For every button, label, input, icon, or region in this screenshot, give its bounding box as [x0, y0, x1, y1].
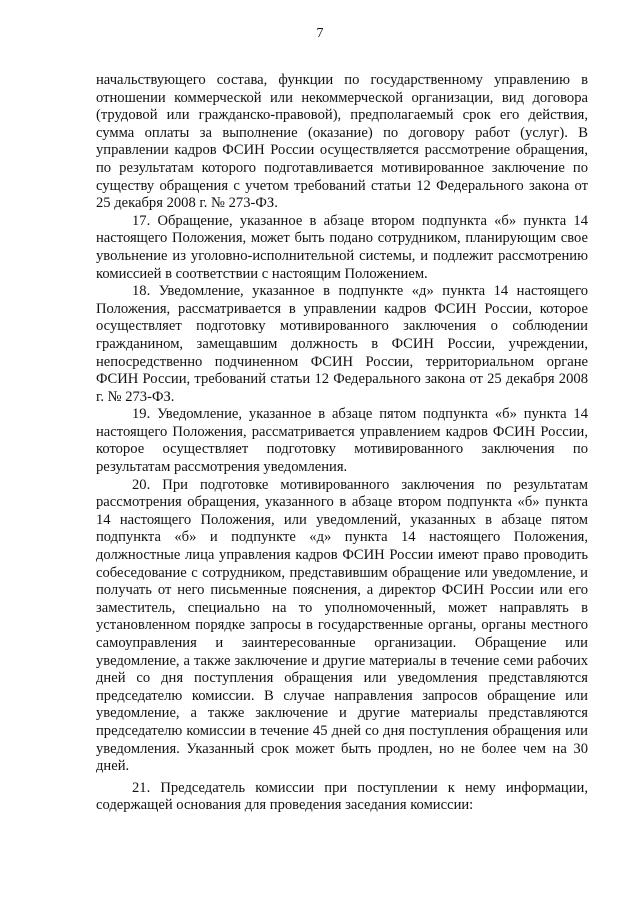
document-body [96, 72, 588, 815]
paragraph-21: 21. Председатель комиссии при поступлении к нему информации, содержащей основания для проведения заседания комиссии: [96, 779, 588, 814]
paragraph-19: 19. Уведомление, указанное в абзаце пятом подпункта «б» пункта 14 настоящего Положения, рассматривается управлением кадров ФСИН России, которое осуществляет подготовку мотивированного заключения по результатам рассмотрения уведомления. [96, 406, 588, 476]
page-number: 7 [316, 26, 324, 41]
paragraph-20: 20. При подготовке мотивированного заключения по результатам рассмотрения обращения, указанного в абзаце втором подпункта «б» пункта 14 настоящего Положения, или уведомлений, указанных в абзаце пятом подпункта «б» и подпункте «д» пункта 14 настоящего Положения, должностные лица управления кадров ФСИН России имеют право проводить собеседование с сотрудником, представившим обращение или уведомление, и получать от него письменные пояснения, а директор ФСИН России или его заместитель, специально на то уполномоченный, может направлять в установленном порядке запросы в государственные органы, органы местного самоуправления и заинтересованные организации. Обращение или уведомление, а также заключение и другие материалы в течение семи рабочих дней со дня поступления обращения или уведомления представляются председателю комиссии. В случае направления запросов обращение или уведомление, а также заключение и другие материалы представляются председателю комиссии в течение 45 дней со дня поступления обращения или уведомления. Указанный срок может быть продлен, но не более чем на 30 дней. [96, 476, 588, 775]
paragraph-18: 18. Уведомление, указанное в подпункте «д» пункта 14 настоящего Положения, рассматривается в управлении кадров ФСИН России, которое осуществляет подготовку мотивированного заключения о соблюдении гражданином, замещавшим должность в ФСИН России, учреждении, непосредственно подчиненном ФСИН России, территориальном органе ФСИН России, требований статьи 12 Федерального закона от 25 декабря 2008 г. № 273-ФЗ. [96, 283, 588, 405]
paragraph-17: 17. Обращение, указанное в абзаце втором подпункта «б» пункта 14 настоящего Положения, может быть подано сотрудником, планирующим свое увольнение из уголовно-исполнительной системы, и подлежит рассмотрению комиссией в соответствии с настоящим Положением. [96, 212, 588, 282]
paragraph-16-continuation: начальствующего состава, функции по государственному управлению в отношении коммерческой или некоммерческой организации, вид договора (трудовой или гражданско-правовой), предполагаемый срок его действия, сумма оплаты за выполнение (оказание) по договору работ (услуг). В управлении кадров ФСИН России осуществляется рассмотрение обращения, по результатам которого подготавливается мотивированное заключение по существу обращения с учетом требований статьи 12 Федерального закона от 25 декабря 2008 г. № 273-ФЗ. [96, 72, 588, 212]
